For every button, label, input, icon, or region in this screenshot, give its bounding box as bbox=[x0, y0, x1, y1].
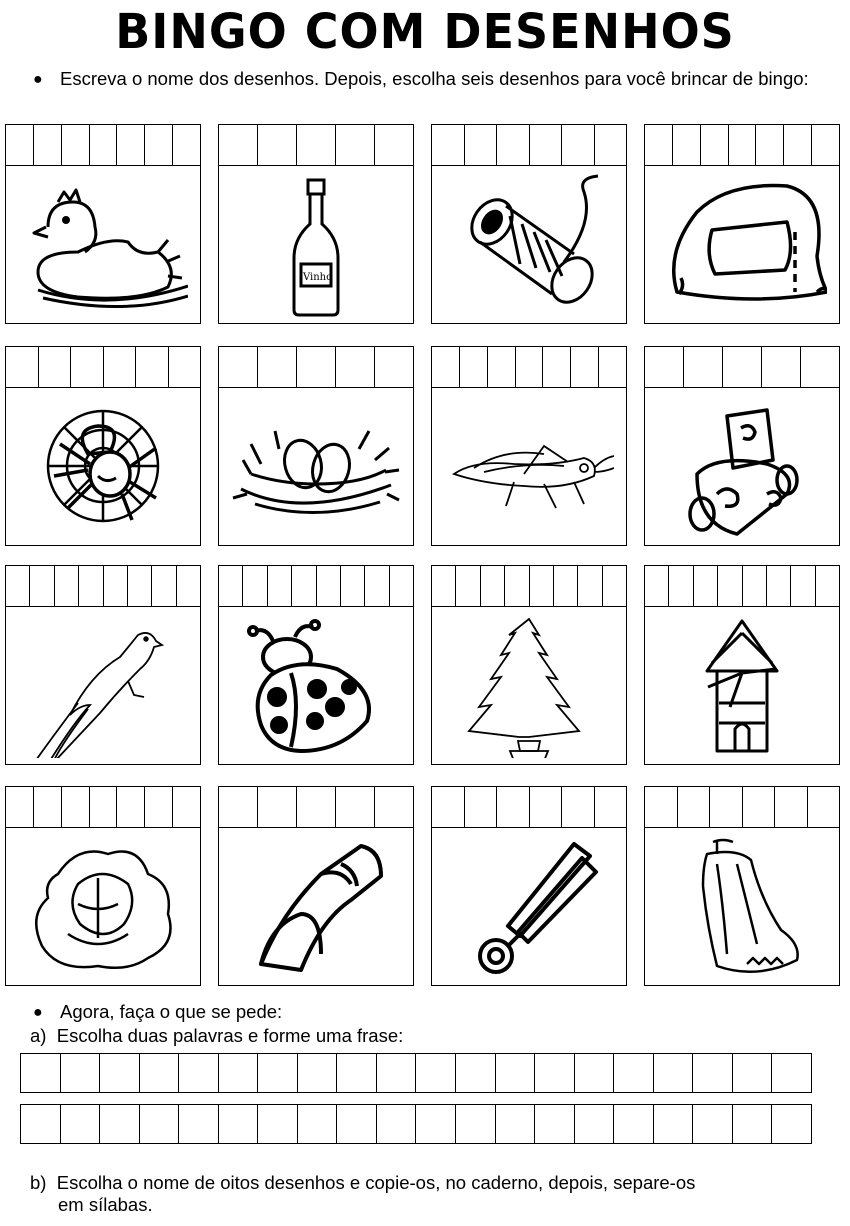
bingo-card bbox=[644, 124, 840, 324]
letter-box[interactable] bbox=[258, 347, 297, 387]
instruction-text: Escreva o nome dos desenhos. Depois, escolha seis desenhos para você brincar de bingo: bbox=[60, 68, 809, 89]
letter-box[interactable] bbox=[375, 347, 413, 387]
letter-box[interactable] bbox=[243, 566, 267, 606]
answer-box[interactable] bbox=[258, 1105, 298, 1143]
letter-box[interactable] bbox=[762, 347, 801, 387]
letter-box[interactable] bbox=[219, 125, 258, 165]
answer-box[interactable] bbox=[654, 1054, 694, 1092]
question-a: a) Escolha duas palavras e forme uma frase: bbox=[30, 1025, 404, 1046]
letter-box[interactable] bbox=[6, 787, 34, 827]
letter-boxes[interactable] bbox=[432, 125, 626, 166]
letter-box[interactable] bbox=[808, 787, 840, 827]
letter-box[interactable] bbox=[678, 787, 711, 827]
letter-box[interactable] bbox=[268, 566, 292, 606]
letter-boxes[interactable] bbox=[645, 347, 839, 388]
wine-bottle-icon bbox=[219, 166, 413, 323]
bingo-card bbox=[218, 346, 414, 546]
letter-box[interactable] bbox=[177, 566, 200, 606]
page-title: BINGO COM DESENHOS bbox=[115, 2, 735, 60]
letter-box[interactable] bbox=[317, 566, 341, 606]
letter-box[interactable] bbox=[6, 566, 30, 606]
bingo-card bbox=[218, 786, 414, 986]
answer-box[interactable] bbox=[179, 1105, 219, 1143]
answer-box[interactable] bbox=[575, 1054, 615, 1092]
grasshopper-icon bbox=[432, 388, 626, 545]
letter-boxes[interactable] bbox=[432, 787, 626, 828]
letter-box[interactable] bbox=[603, 566, 626, 606]
answer-box[interactable] bbox=[100, 1105, 140, 1143]
bingo-card bbox=[5, 346, 201, 546]
bingo-card bbox=[644, 786, 840, 986]
letter-boxes[interactable] bbox=[219, 347, 413, 388]
letter-box[interactable] bbox=[497, 787, 530, 827]
letter-box[interactable] bbox=[55, 566, 79, 606]
letter-box[interactable] bbox=[39, 347, 72, 387]
letter-box[interactable] bbox=[791, 566, 815, 606]
bingo-card bbox=[5, 786, 201, 986]
answer-box[interactable] bbox=[100, 1054, 140, 1092]
letter-box[interactable] bbox=[432, 787, 465, 827]
question-b-line1: b) Escolha o nome de oitos desenhos e copie-os, no caderno, depois, separe-os bbox=[30, 1172, 696, 1193]
letter-box[interactable] bbox=[104, 347, 137, 387]
letter-box[interactable] bbox=[432, 566, 456, 606]
letter-box[interactable] bbox=[219, 566, 243, 606]
section2-intro: Agora, faça o que se pede: bbox=[60, 1001, 283, 1022]
answer-box[interactable] bbox=[377, 1105, 417, 1143]
bingo-card bbox=[644, 346, 840, 546]
letter-box[interactable] bbox=[530, 566, 554, 606]
letter-boxes[interactable] bbox=[432, 566, 626, 607]
answer-box[interactable] bbox=[337, 1054, 377, 1092]
answer-box[interactable] bbox=[219, 1054, 259, 1092]
letter-box[interactable] bbox=[336, 125, 375, 165]
letter-box[interactable] bbox=[645, 125, 673, 165]
letter-box[interactable] bbox=[488, 347, 516, 387]
letter-box[interactable] bbox=[173, 125, 200, 165]
answer-box[interactable] bbox=[772, 1054, 811, 1092]
answer-box[interactable] bbox=[219, 1105, 259, 1143]
answer-box[interactable] bbox=[456, 1054, 496, 1092]
letter-box[interactable] bbox=[701, 125, 729, 165]
answer-box[interactable] bbox=[654, 1105, 694, 1143]
towel-icon bbox=[645, 828, 839, 985]
letter-box[interactable] bbox=[767, 566, 791, 606]
letter-box[interactable] bbox=[432, 125, 465, 165]
bingo-card bbox=[218, 565, 414, 765]
letter-box[interactable] bbox=[62, 125, 90, 165]
letter-box[interactable] bbox=[145, 787, 173, 827]
letter-boxes[interactable] bbox=[645, 125, 839, 166]
letter-box[interactable] bbox=[258, 787, 297, 827]
letter-box[interactable] bbox=[34, 125, 62, 165]
letter-box[interactable] bbox=[543, 347, 571, 387]
letter-boxes[interactable] bbox=[432, 347, 626, 388]
letter-box[interactable] bbox=[645, 787, 678, 827]
letter-boxes[interactable] bbox=[219, 125, 413, 166]
letter-box[interactable] bbox=[30, 566, 54, 606]
question-b-line2: em sílabas. bbox=[58, 1194, 153, 1215]
pillow-icon bbox=[645, 166, 839, 323]
letter-box[interactable] bbox=[645, 347, 684, 387]
letter-box[interactable] bbox=[336, 787, 375, 827]
bingo-card bbox=[431, 786, 627, 986]
letter-box[interactable] bbox=[801, 347, 839, 387]
letter-box[interactable] bbox=[169, 347, 201, 387]
letter-box[interactable] bbox=[90, 787, 118, 827]
letter-box[interactable] bbox=[152, 566, 176, 606]
answer-box[interactable] bbox=[61, 1105, 101, 1143]
letter-box[interactable] bbox=[669, 566, 693, 606]
spider-icon bbox=[6, 388, 200, 545]
bottle-label: Vinho bbox=[303, 272, 333, 283]
letter-box[interactable] bbox=[456, 566, 480, 606]
answer-box[interactable] bbox=[298, 1105, 338, 1143]
letter-box[interactable] bbox=[554, 566, 578, 606]
letter-box[interactable] bbox=[743, 787, 776, 827]
letter-box[interactable] bbox=[117, 787, 145, 827]
answer-box[interactable] bbox=[772, 1105, 811, 1143]
pine-tree-icon bbox=[432, 607, 626, 764]
letter-box[interactable] bbox=[297, 347, 336, 387]
letter-box[interactable] bbox=[62, 787, 90, 827]
answer-box[interactable] bbox=[614, 1105, 654, 1143]
answer-box[interactable] bbox=[416, 1105, 456, 1143]
letter-box[interactable] bbox=[219, 347, 258, 387]
letter-box[interactable] bbox=[79, 566, 103, 606]
answer-box[interactable] bbox=[298, 1054, 338, 1092]
letter-box[interactable] bbox=[497, 125, 530, 165]
windmill-icon bbox=[645, 607, 839, 764]
letter-box[interactable] bbox=[723, 347, 762, 387]
answer-box[interactable] bbox=[535, 1054, 575, 1092]
bingo-card bbox=[5, 565, 201, 765]
scroll-icon bbox=[645, 388, 839, 545]
letter-box[interactable] bbox=[465, 125, 498, 165]
letter-boxes[interactable] bbox=[645, 787, 839, 828]
letter-box[interactable] bbox=[645, 566, 669, 606]
letter-boxes[interactable] bbox=[219, 566, 413, 607]
letter-box[interactable] bbox=[816, 566, 839, 606]
letter-box[interactable] bbox=[710, 787, 743, 827]
letter-box[interactable] bbox=[136, 347, 169, 387]
roof-tile-icon bbox=[219, 828, 413, 985]
letter-box[interactable] bbox=[145, 125, 173, 165]
bingo-card bbox=[431, 346, 627, 546]
letter-box[interactable] bbox=[784, 125, 812, 165]
answer-box[interactable] bbox=[575, 1105, 615, 1143]
letter-box[interactable] bbox=[258, 125, 297, 165]
letter-box[interactable] bbox=[743, 566, 767, 606]
letter-box[interactable] bbox=[465, 787, 498, 827]
tweezers-icon bbox=[432, 828, 626, 985]
letter-box[interactable] bbox=[595, 787, 627, 827]
hen-icon bbox=[6, 166, 200, 323]
letter-box[interactable] bbox=[571, 347, 599, 387]
letter-box[interactable] bbox=[530, 125, 563, 165]
letter-box[interactable] bbox=[375, 125, 413, 165]
bingo-card bbox=[431, 565, 627, 765]
answer-row[interactable] bbox=[20, 1053, 812, 1093]
letter-box[interactable] bbox=[562, 787, 595, 827]
letter-boxes[interactable] bbox=[645, 566, 839, 607]
letter-box[interactable] bbox=[578, 566, 602, 606]
letter-box[interactable] bbox=[297, 787, 336, 827]
answer-box[interactable] bbox=[733, 1105, 773, 1143]
letter-box[interactable] bbox=[90, 125, 118, 165]
answer-box[interactable] bbox=[61, 1054, 101, 1092]
letter-box[interactable] bbox=[775, 787, 808, 827]
answer-box[interactable] bbox=[693, 1105, 733, 1143]
letter-box[interactable] bbox=[219, 787, 258, 827]
letter-box[interactable] bbox=[562, 125, 595, 165]
answer-box[interactable] bbox=[693, 1054, 733, 1092]
question-b bbox=[30, 1172, 820, 1216]
letter-box[interactable] bbox=[173, 787, 200, 827]
letter-box[interactable] bbox=[292, 566, 316, 606]
letter-box[interactable] bbox=[6, 125, 34, 165]
letter-box[interactable] bbox=[684, 347, 723, 387]
answer-box[interactable] bbox=[535, 1105, 575, 1143]
answer-box[interactable] bbox=[733, 1054, 773, 1092]
letter-box[interactable] bbox=[530, 787, 563, 827]
letter-box[interactable] bbox=[34, 787, 62, 827]
letter-box[interactable] bbox=[718, 566, 742, 606]
letter-box[interactable] bbox=[117, 125, 145, 165]
bullet-icon: ● bbox=[33, 1004, 43, 1021]
bullet-icon: ● bbox=[33, 71, 43, 88]
answer-box[interactable] bbox=[179, 1054, 219, 1092]
letter-box[interactable] bbox=[6, 347, 39, 387]
thread-spool-icon bbox=[432, 166, 626, 323]
bingo-card bbox=[218, 124, 414, 324]
letter-box[interactable] bbox=[104, 566, 128, 606]
letter-box[interactable] bbox=[365, 566, 389, 606]
letter-box[interactable] bbox=[128, 566, 152, 606]
answer-box[interactable] bbox=[258, 1054, 298, 1092]
letter-box[interactable] bbox=[390, 566, 413, 606]
letter-box[interactable] bbox=[756, 125, 784, 165]
letter-box[interactable] bbox=[341, 566, 365, 606]
letter-boxes[interactable] bbox=[6, 347, 200, 388]
bingo-card bbox=[5, 124, 201, 324]
letter-boxes[interactable] bbox=[219, 787, 413, 828]
letter-box[interactable] bbox=[297, 125, 336, 165]
answer-box[interactable] bbox=[21, 1105, 61, 1143]
answer-box[interactable] bbox=[496, 1105, 536, 1143]
letter-box[interactable] bbox=[432, 347, 460, 387]
letter-box[interactable] bbox=[375, 787, 413, 827]
answer-box[interactable] bbox=[456, 1105, 496, 1143]
letter-box[interactable] bbox=[812, 125, 839, 165]
answer-box[interactable] bbox=[377, 1054, 417, 1092]
letter-box[interactable] bbox=[71, 347, 104, 387]
answer-box[interactable] bbox=[416, 1054, 456, 1092]
letter-box[interactable] bbox=[729, 125, 757, 165]
letter-boxes[interactable] bbox=[6, 125, 200, 166]
answer-box[interactable] bbox=[337, 1105, 377, 1143]
answer-box[interactable] bbox=[140, 1105, 180, 1143]
ladybug-icon bbox=[219, 607, 413, 764]
letter-box[interactable] bbox=[516, 347, 544, 387]
letter-boxes[interactable] bbox=[6, 787, 200, 828]
letter-box[interactable] bbox=[673, 125, 701, 165]
letter-box[interactable] bbox=[694, 566, 718, 606]
letter-box[interactable] bbox=[460, 347, 488, 387]
bingo-card bbox=[431, 124, 627, 324]
letter-box[interactable] bbox=[505, 566, 529, 606]
letter-box[interactable] bbox=[336, 347, 375, 387]
letter-box[interactable] bbox=[481, 566, 505, 606]
answer-box[interactable] bbox=[140, 1054, 180, 1092]
cabbage-icon bbox=[6, 828, 200, 985]
swallow-bird-icon bbox=[6, 607, 200, 764]
letter-boxes[interactable] bbox=[6, 566, 200, 607]
answer-row[interactable] bbox=[20, 1104, 812, 1144]
answer-box[interactable] bbox=[614, 1054, 654, 1092]
bingo-card bbox=[644, 565, 840, 765]
nest-icon bbox=[219, 388, 413, 545]
answer-box[interactable] bbox=[496, 1054, 536, 1092]
letter-box[interactable] bbox=[595, 125, 627, 165]
answer-box[interactable] bbox=[21, 1054, 61, 1092]
letter-box[interactable] bbox=[599, 347, 626, 387]
